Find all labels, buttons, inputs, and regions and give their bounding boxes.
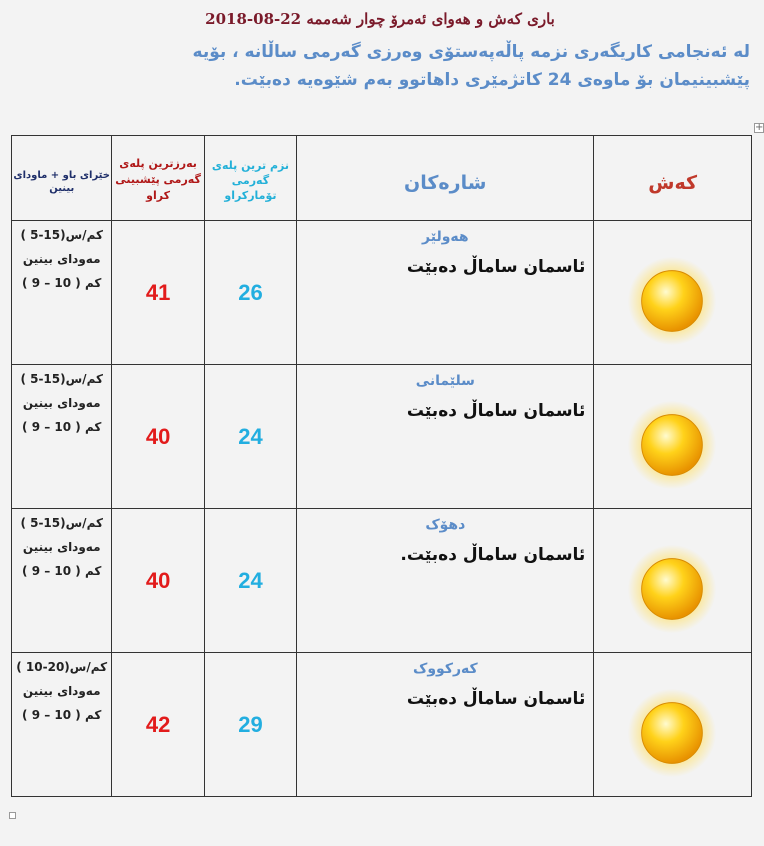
header-max-temp: بەرزترین پلەی گەرمی پێشبینی کراو [112, 136, 204, 221]
table-move-handle[interactable]: + [755, 122, 764, 133]
table-row [12, 221, 752, 365]
min-temp: 24 [204, 365, 296, 509]
visibility-value: ( 9 – 10 ) کم [22, 420, 102, 434]
visibility-label: مەودای بينين [22, 252, 101, 266]
forecast-intro [10, 38, 750, 94]
visibility-value: ( 9 – 10 ) کم [22, 708, 102, 722]
visibility-value: ( 9 – 10 ) کم [22, 564, 102, 578]
condition-text: ئاسمان ساماڵ دەبێت [406, 257, 586, 277]
visibility-label: مەودای بينين [22, 540, 101, 554]
city-cell [297, 653, 594, 797]
city-name: دهۆک [425, 517, 466, 533]
visibility-label: مەودای بينين [22, 396, 101, 410]
forecast-table [11, 135, 752, 797]
wind-visibility-cell [12, 365, 112, 509]
table-row [12, 365, 752, 509]
wind-speed: ( 5-15)کم/س [20, 516, 103, 530]
header-cities: شارەکان [297, 136, 594, 221]
weather-icon-cell [594, 365, 752, 509]
sun-icon [626, 687, 718, 779]
condition-text: ئاسمان ساماڵ دەبێت [406, 689, 586, 709]
table-row [12, 509, 752, 653]
city-name: کەرکووک [413, 661, 478, 677]
city-cell [297, 221, 594, 365]
weather-icon-cell [594, 509, 752, 653]
header-weather: کەش [594, 136, 752, 221]
sun-icon [626, 255, 718, 347]
city-name: سلێمانی [415, 373, 475, 389]
table-header-row [12, 136, 752, 221]
condition-text: ئاسمان ساماڵ دەبێت [406, 401, 586, 421]
weather-icon-cell [594, 653, 752, 797]
sun-icon [626, 399, 718, 491]
wind-speed: ( 5-15)کم/س [20, 372, 103, 386]
header-wind: خێرای باو + ماودای بينين [12, 136, 112, 221]
city-cell [297, 365, 594, 509]
max-temp: 42 [112, 653, 204, 797]
condition-text: ئاسمان ساماڵ دەبێت. [400, 545, 586, 565]
wind-visibility-cell [12, 509, 112, 653]
wind-speed: ( 5-15)کم/س [20, 228, 103, 242]
table-row [12, 653, 752, 797]
intro-line-1: لە ئەنجامی کاریگەری نزمە پاڵەپەستۆی وەرزی گەرمی ساڵانە ، بۆیە [192, 42, 750, 62]
wind-visibility-cell [12, 221, 112, 365]
wind-speed: ( 10-20)کم/س [16, 660, 108, 674]
city-name: هەولێر [422, 229, 469, 245]
weather-icon-cell [594, 221, 752, 365]
min-temp: 29 [204, 653, 296, 797]
max-temp: 41 [112, 221, 204, 365]
intro-line-2: پێشبینیمان بۆ ماوەی 24 کاتژمێری داهاتوو بەم شێوەیە دەبێت. [234, 70, 750, 90]
max-temp: 40 [112, 365, 204, 509]
wind-visibility-cell [12, 653, 112, 797]
visibility-value: ( 9 – 10 ) کم [22, 276, 102, 290]
report-title: باری کەش و هەوای ئەمرۆ چوار شەممە 22-08-2018 [205, 10, 555, 28]
table-resize-handle[interactable] [9, 812, 16, 819]
header-min-temp: نزم ترین پلەی گەرمی تۆمارکراو [204, 136, 296, 221]
city-cell [297, 509, 594, 653]
min-temp: 26 [204, 221, 296, 365]
max-temp: 40 [112, 509, 204, 653]
visibility-label: مەودای بينين [22, 684, 101, 698]
sun-icon [626, 543, 718, 635]
min-temp: 24 [204, 509, 296, 653]
